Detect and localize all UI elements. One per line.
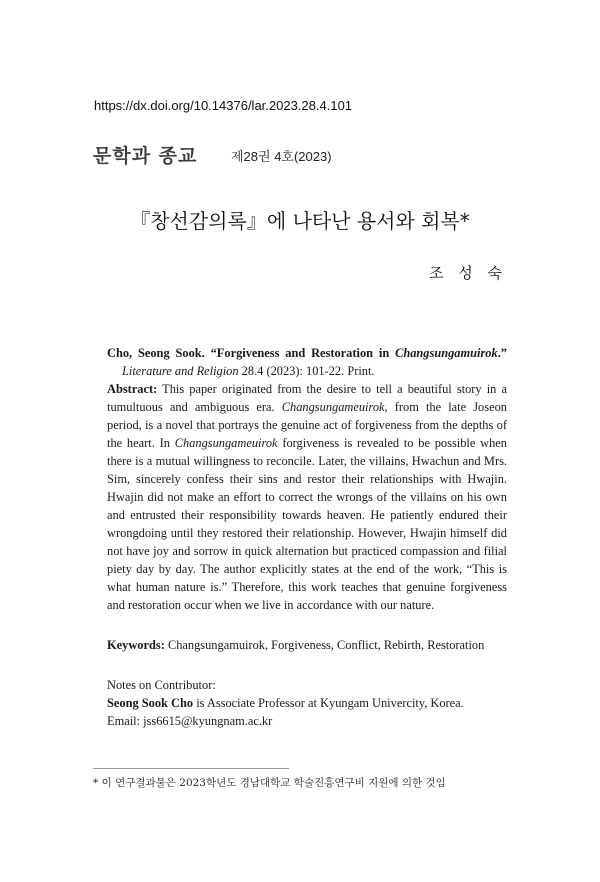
contributor-line: [107, 694, 507, 712]
journal-logo: 문학과 종교: [93, 145, 198, 167]
notes-heading: Notes on Contributor:: [107, 678, 216, 692]
citation-title-italic: Changsungamuirok: [395, 346, 498, 360]
contributor-notes: [107, 676, 507, 730]
keywords-text: Changsungamuirok, Forgiveness, Conflict, Rebirth, Restoration: [167, 638, 485, 652]
contributor-email[interactable]: Email: jss6615@kyungnam.ac.kr: [107, 714, 273, 728]
abstract-text-3: forgiveness is revealed to be possible when there is a mutual willingness to reconcile. Later, the villains, Hwachun and Mrs. Sim, sincerely confess their sins and restor their relationships with Hwajin. Hwajin did not make an effort to correct the wrongs of the villains on his own and entrusted their responsibility towards heaven. He patiently endured their wrongdoing until they restored their relationship. However, Hwajin himself did not have joy and sorrow in quick alternation but practiced compassion and filial piety day by day. The author explicitly states at the end of the work, “This is what human nature is.” Therefore, this work teaches that genuine forgiveness and restoration occur when we live in accordance with our nature.: [107, 436, 507, 612]
abstract-text-2: from the late Joseon period, is a novel that portrays the genuine act of forgiveness from the depths of the heart. In: [107, 400, 507, 450]
abstract: [107, 380, 507, 614]
issue-info: 제28권 4호(2023): [231, 149, 332, 164]
citation-journal: Literature and Religion: [122, 364, 239, 378]
keywords-label: Keywords:: [107, 638, 165, 652]
article-body: [107, 344, 507, 730]
footnote-divider: [93, 768, 289, 769]
abstract-italic-2: Changsungameuirok: [174, 436, 278, 450]
keywords: [107, 636, 507, 654]
abstract-label: Abstract:: [107, 382, 158, 396]
abstract-text-1: This paper originated from the desire to tell a beautiful story in a tumultuous and ambiguous era.: [107, 382, 507, 414]
citation-authors-title: Cho, Seong Sook. “Forgiveness and Restoration in: [107, 346, 390, 360]
doi-link[interactable]: https://dx.doi.org/10.14376/lar.2023.28.4.101: [94, 98, 353, 113]
citation-details: 28.4 (2023): 101-22. Print.: [241, 364, 375, 378]
abstract-italic-1: Changsungameuirok,: [281, 400, 388, 414]
citation: [107, 344, 507, 380]
footnote: * 이 연구결과물은 2023학년도 경남대학교 학술진흥연구비 지원에 의한 것임: [93, 777, 446, 789]
article-title: 『창선감의록』에 나타난 용서와 회복*: [130, 209, 470, 233]
contributor-name: Seong Sook Cho: [107, 696, 194, 710]
citation-title-end: .”: [497, 346, 507, 360]
article-author: 조 성 숙: [428, 264, 507, 282]
contributor-affiliation: is Associate Professor at Kyungam Univercity, Korea.: [196, 696, 464, 710]
